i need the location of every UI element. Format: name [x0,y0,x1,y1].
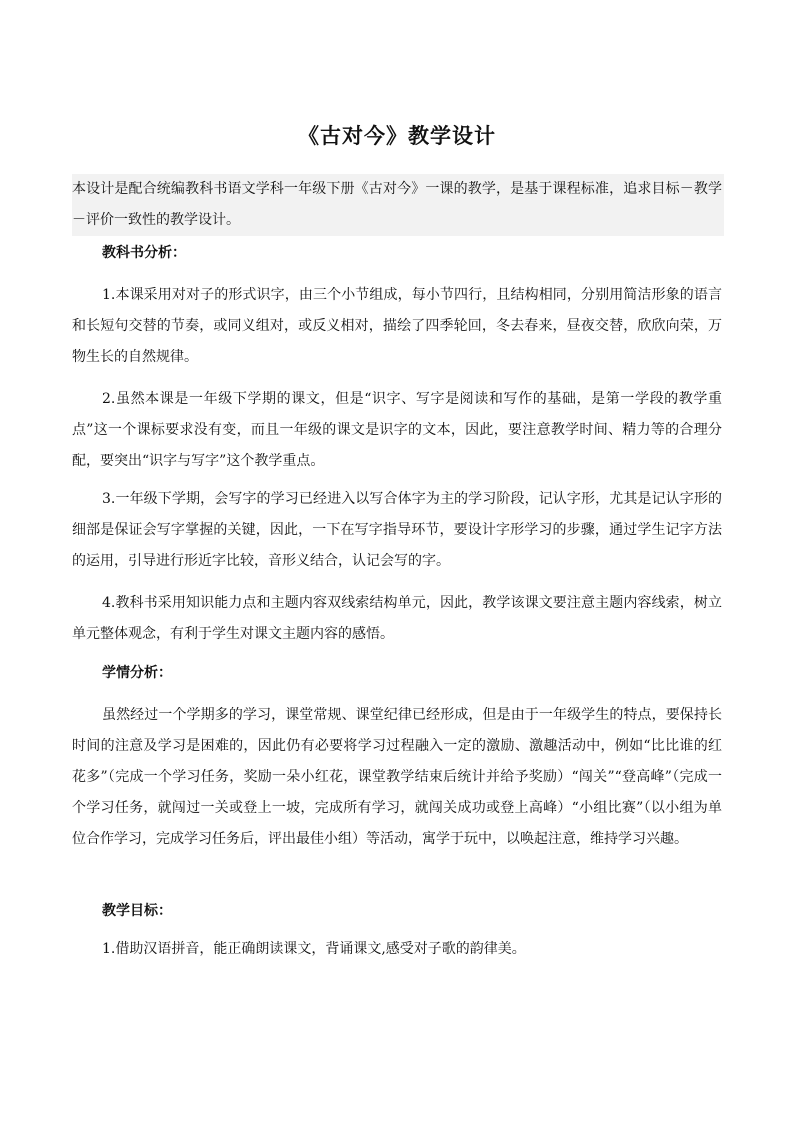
section-heading-learner-analysis: 学情分析： [102,665,172,681]
section-heading-textbook-analysis: 教科书分析： [102,245,186,261]
textbook-analysis-paragraph-4: 4.教科书采用知识能力点和主题内容双线索结构单元，因此，教学该课文要注意主题内容线索，树立单元整体观念，有利于学生对课文主题内容的感悟。 [72,595,722,642]
intro-paragraph: 本设计是配合统编教科书语文学科一年级下册《古对今》一课的教学，是基于课程标准，追求目标－教学－评价一致性的教学设计。 [72,181,722,228]
learner-analysis-paragraph: 虽然经过一个学期多的学习，课堂常规、课堂纪律已经形成，但是由于一年级学生的特点，要保持长时间的注意及学习是困难的，因此仍有必要将学习过程融入一定的激励、激趣活动中，例如“比比谁的红花多”（完成一个学习任务，奖励一朵小红花，课堂教学结束后统计并给予奖励）“闯关”“登高峰”（完成一个学习任务，就闯过一关或登上一坡，完成所有学习，就闯关成功或登上高峰）“小组比赛”（以小组为单位合作学习，完成学习任务后，评出最佳小组）等活动，寓学于玩中，以唤起注意，维持学习兴趣。 [72,707,722,847]
page-title: 《古对今》教学设计 [298,123,496,148]
textbook-analysis-paragraph-3: 3.一年级下学期，会写字的学习已经进入以写合体字为主的学习阶段，记认字形，尤其是记认字形的细部是保证会写字掌握的关键，因此，一下在写字指导环节，要设计字形学习的步骤，通过学生记字方法的运用，引导进行形近字比较，音形义结合，认记会写的字。 [72,491,722,569]
section-heading-teaching-goals: 教学目标： [102,903,172,919]
textbook-analysis-paragraph-1: 1.本课采用对对子的形式识字，由三个小节组成，每小节四行，且结构相同，分别用简洁形象的语言和长短句交替的节奏，或同义组对，或反义相对，描绘了四季轮回，冬去春来，昼夜交替，欣欣向荣，万物生长的自然规律。 [72,287,722,365]
teaching-goal-1: 1.借助汉语拼音，能正确朗读课文，背诵课文,感受对子歌的韵律美。 [102,941,526,957]
textbook-analysis-paragraph-2: 2.虽然本课是一年级下学期的课文，但是“识字、写字是阅读和写作的基础，是第一学段的教学重点”这一个课标要求没有变，而且一年级的课文是识字的文本，因此，要注意教学时间、精力等的合理分配，要突出“识字与写字”这个教学重点。 [72,391,722,469]
